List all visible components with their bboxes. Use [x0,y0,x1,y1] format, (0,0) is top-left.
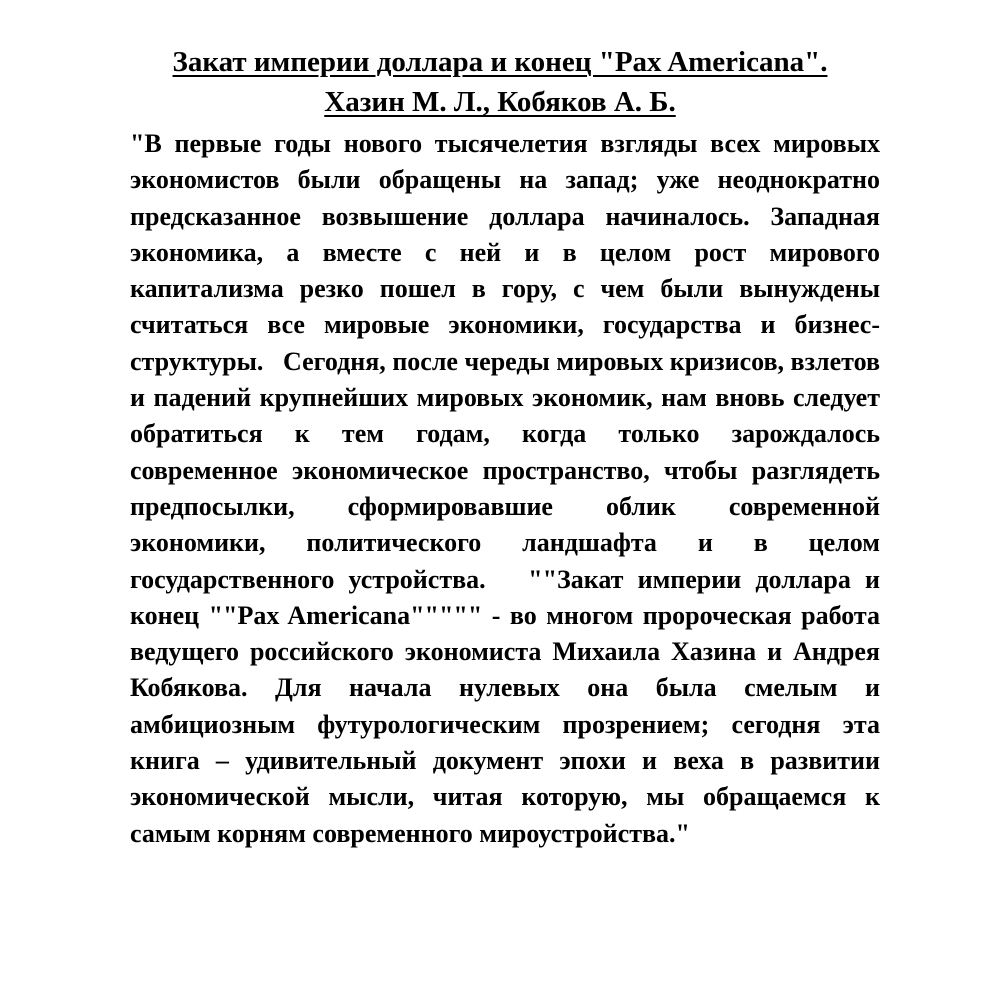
book-title-block [0,42,1000,122]
book-description: "В первые годы нового тысячелетия взгляды всех мировых экономистов были обращены на запад; уже неоднократно предсказанное возвышение доллара начиналось. Западная экономика, а вместе с ней и в целом рост мирового капитализма резко пошел в гору, с чем были вынуждены считаться все мировые экономики, государства и бизнес-структуры. Сегодня, после череды мировых кризисов, взлетов и падений крупнейших мировых экономик, нам вновь следует обратиться к тем годам, когда только зарождалось современное экономическое пространство, чтобы разглядеть предпосылки, сформировавшие облик современной экономики, политического ландшафта и в целом государственного устройства. ""Закат империи доллара и конец ""Pax Americana""""" - во многом пророческая работа ведущего российского экономиста Михаила Хазина и Андрея Кобякова. Для начала нулевых она была смелым и амбициозным футурологическим прозрением; сегодня эта книга – удивительный документ эпохи и веха в развитии экономической мысли, читая которую, мы обращаемся к самым корням современного мироустройства." [130,129,887,848]
book-authors: Хазин М. Л., Кобяков А. Б. [324,86,676,118]
book-title: Закат империи доллара и конец "Pax Americana". [172,46,828,78]
